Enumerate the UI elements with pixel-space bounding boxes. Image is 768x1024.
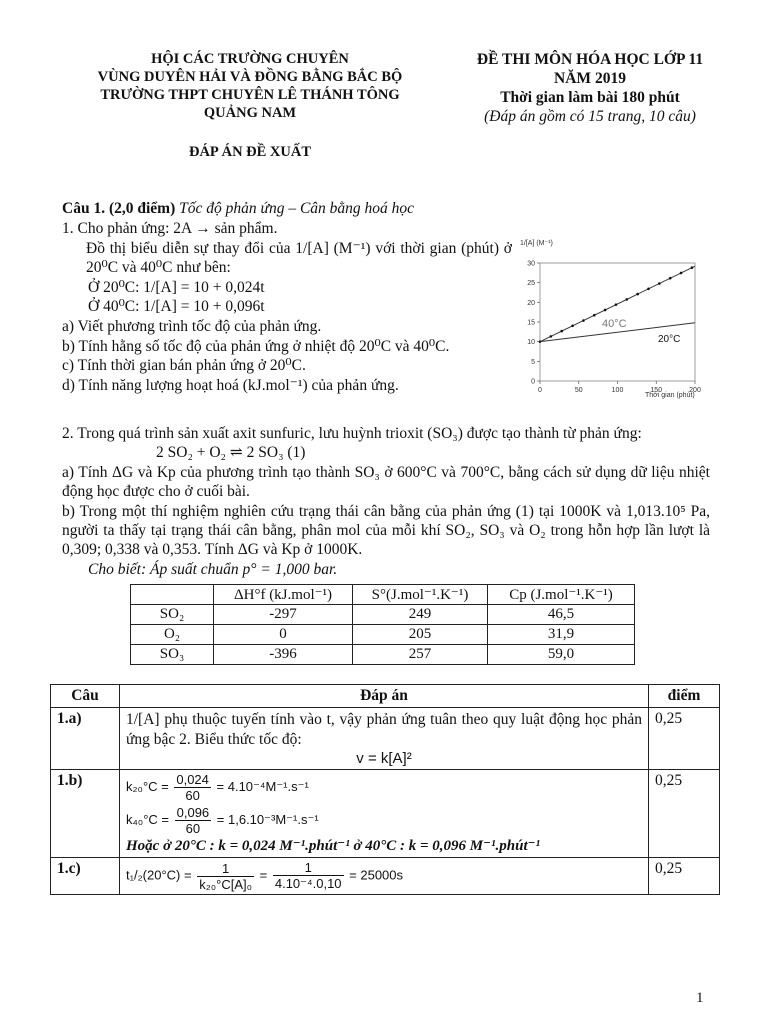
q1-line: Ở 20⁰C: 1/[A] = 10 + 0,024t	[88, 278, 265, 296]
exam-header	[440, 50, 740, 126]
header-line: QUẢNG NAM	[203, 105, 297, 121]
data-point	[636, 293, 639, 296]
fraction	[175, 805, 212, 836]
exam-time: Thời gian làm bài 180 phút	[500, 89, 680, 106]
table-row	[131, 585, 635, 605]
x-tick-label: 100	[611, 387, 624, 394]
x-tick-label: 150	[650, 387, 663, 394]
table-cell: 249	[353, 605, 488, 625]
data-point	[615, 303, 618, 306]
series-label-20c: 20°C	[658, 334, 681, 345]
numerator: 1	[197, 861, 254, 877]
q2-line: 2. Trong quá trình sản xuất axit sunfuric, lưu huỳnh trioxit (SO₃) được tạo thành từ phản ứng:	[62, 425, 642, 442]
table-header	[131, 585, 214, 605]
question-1-body	[62, 219, 512, 395]
table-cell: -396	[214, 645, 353, 665]
rate-equation: v = k[A]²	[356, 750, 412, 767]
answer-table	[50, 684, 720, 895]
fraction	[273, 860, 344, 892]
table-cell: 31,9	[488, 625, 635, 645]
k20-label: k₂₀°C	[126, 778, 158, 794]
data-point	[604, 309, 607, 312]
y-tick-label: 0	[531, 378, 535, 386]
k40-label: k₄₀°C	[126, 811, 158, 827]
kinetics-chart	[510, 236, 720, 406]
q2-given: Cho biết: Áp suất chuẩn p° = 1,000 bar.	[88, 560, 338, 578]
table-row	[131, 645, 635, 665]
y-tick-label: 5	[531, 358, 535, 366]
table-header: ΔH°f (kJ.mol⁻¹)	[214, 585, 353, 605]
table-cell: 59,0	[488, 645, 635, 665]
table-header: điểm	[649, 685, 720, 708]
data-point	[550, 335, 553, 338]
header-line: VÙNG DUYÊN HẢI VÀ ĐỒNG BẰNG BẮC BỘ	[97, 69, 403, 85]
question-topic: Tốc độ phản ứng – Cân bằng hoá học	[179, 200, 415, 217]
q1-part-d: d) Tính năng lượng hoạt hoá (kJ.mol⁻¹) của phản ứng.	[62, 376, 399, 394]
x-tick-label: 0	[538, 387, 542, 394]
table-cell: 0	[214, 625, 353, 645]
table-header: Câu	[51, 685, 120, 708]
table-cell: SO₂	[131, 605, 214, 625]
table-row	[51, 770, 720, 858]
exam-year: NĂM 2019	[554, 70, 626, 87]
data-point	[691, 266, 694, 269]
answer-score: 0,25	[649, 858, 720, 895]
fraction	[197, 861, 254, 892]
y-axis-label: 1/[A] (M⁻¹)	[520, 240, 553, 247]
table-cell: O₂	[131, 625, 214, 645]
answer-cell	[120, 858, 649, 895]
denominator: 4.10⁻⁴.0,10	[274, 876, 342, 891]
data-point	[647, 288, 650, 291]
half-life-formula: t₁/₂(20°C) = $\frac{1}{\text{k₂₀°C[A]₀}}$ = $\frac{1}{\text{4.10⁻⁴.0,10}}$ = 25000s	[126, 860, 404, 892]
answer-text: 1/[A] phụ thuộc tuyến tính vào t, vậy phản ứng tuân theo quy luật động học phản ứng bậc 2. Biểu thức tốc độ:	[126, 711, 642, 748]
data-point	[593, 314, 596, 317]
header-line: TRƯỜNG THPT CHUYÊN LÊ THÁNH TÔNG	[100, 87, 400, 103]
table-row	[131, 605, 635, 625]
header-line: HỘI CÁC TRƯỜNG CHUYÊN	[151, 51, 349, 67]
denominator: k₂₀°C[A]₀	[199, 876, 253, 892]
table-header: Cp (J.mol⁻¹.K⁻¹)	[488, 585, 635, 605]
exam-note: (Đáp án gồm có 15 trang, 10 câu)	[484, 108, 696, 125]
data-point	[560, 330, 563, 333]
question-2-body	[62, 424, 710, 579]
q1-part-c: c) Tính thời gian bán phản ứng ở 20⁰C.	[62, 357, 306, 375]
school-header	[60, 50, 440, 122]
q1-part-a: a) Viết phương trình tốc độ của phản ứng.	[62, 317, 322, 335]
question-1-heading	[62, 199, 752, 218]
series-label-40c: 40°C	[602, 318, 627, 330]
data-point	[571, 325, 574, 328]
numerator: 0,096	[176, 805, 210, 820]
x-tick-label: 50	[574, 387, 583, 394]
x-axis-label: Thời gian (phút)	[645, 392, 695, 399]
data-point	[680, 272, 683, 275]
x-tick-label: 200	[689, 387, 701, 394]
page-number: 1	[696, 990, 704, 1006]
answer-id: 1.a)	[51, 708, 120, 770]
series-group	[539, 266, 695, 343]
q1-line: Đồ thị biểu diễn sự thay đổi của 1/[A] (M⁻¹) với thời gian (phút) ở 20⁰C và 40⁰C như bên:	[86, 239, 512, 277]
data-point	[626, 298, 629, 301]
k20-formula: k₂₀°C = $\frac{0,024}{60}$ = 4.10⁻⁴M⁻¹.s⁻¹	[126, 772, 309, 803]
numerator: 1	[273, 860, 344, 876]
y-tick-label: 20	[527, 299, 535, 307]
exam-title: ĐỀ THI MÔN HÓA HỌC LỚP 11	[476, 51, 704, 68]
half-life-lhs: t₁/₂(20°C) =	[126, 867, 192, 883]
answer-id: 1.c)	[51, 858, 120, 895]
k20-result: = 4.10⁻⁴M⁻¹.s⁻¹	[216, 778, 309, 794]
y-tick-label: 15	[527, 319, 535, 327]
half-life-result: = 25000s	[349, 867, 404, 883]
answer-score: 0,25	[649, 708, 720, 770]
q1-line: Ở 40⁰C: 1/[A] = 10 + 0,096t	[88, 298, 265, 316]
q1-part-b: b) Tính hằng số tốc độ của phản ứng ở nhiệt độ 20⁰C và 40⁰C.	[62, 337, 450, 355]
fraction	[174, 772, 211, 803]
denominator: 60	[185, 788, 200, 803]
table-cell: 205	[353, 625, 488, 645]
table-row	[131, 625, 635, 645]
q2-part-b: b) Trong một thí nghiệm nghiên cứu trạng thái cân bằng của phản ứng (1) tại 1000K và 1,013.10⁵ Pa, người ta thấy tại trạng thái cân bằng, phân mol của mỗi khí SO₂, SO₃ và O₂ trong hỗn hợp lần lượt là 0,309; 0,338 và 0,353. Tính ΔG và Kp ở 1000K.	[62, 502, 710, 559]
thermo-table	[130, 584, 635, 665]
series-line	[540, 266, 695, 342]
y-tick-label: 30	[527, 260, 535, 268]
y-tick-label: 25	[527, 280, 535, 288]
k40-result: = 1,6.10⁻³M⁻¹.s⁻¹	[216, 811, 319, 827]
data-point	[658, 282, 661, 285]
denominator: 60	[185, 821, 201, 836]
data-point	[582, 319, 585, 322]
subtitle: ĐÁP ÁN ĐỀ XUẤT	[188, 144, 312, 160]
table-header: S°(J.mol⁻¹.K⁻¹)	[353, 585, 488, 605]
table-cell: SO₃	[131, 645, 214, 665]
table-header: Đáp án	[120, 685, 649, 708]
question-title: Câu 1. (2,0 điểm)	[62, 200, 176, 217]
answer-id: 1.b)	[51, 770, 120, 858]
table-row	[51, 685, 720, 708]
table-cell: 257	[353, 645, 488, 665]
table-row	[51, 858, 720, 895]
data-point	[669, 277, 672, 280]
q1-line: 1. Cho phản ứng: 2A → sản phẩm.	[62, 220, 278, 237]
answer-cell	[120, 770, 649, 858]
q2-part-a: a) Tính ΔG và Kp của phương trình tạo thành SO₃ ở 600°C và 700°C, bằng cách sử dụng dữ liệu nhiệt động học được cho ở cuối bài.	[62, 463, 710, 501]
alternative-answer: Hoặc ở 20°C : k = 0,024 M⁻¹.phút⁻¹ ở 40°C : k = 0,096 M⁻¹.phút⁻¹	[126, 838, 541, 854]
q2-equation: 2 SO₂ + O₂ ⇌ 2 SO₃ (1)	[156, 444, 306, 462]
table-cell: 46,5	[488, 605, 635, 625]
answer-cell	[120, 708, 649, 770]
numerator: 0,024	[176, 772, 209, 787]
table-cell: -297	[214, 605, 353, 625]
answer-score: 0,25	[649, 770, 720, 858]
y-tick-label: 10	[527, 339, 535, 347]
k40-formula: k₄₀°C = $\frac{0,096}{60}$ = 1,6.10⁻³M⁻¹.s⁻¹	[126, 805, 319, 836]
table-row	[51, 708, 720, 770]
